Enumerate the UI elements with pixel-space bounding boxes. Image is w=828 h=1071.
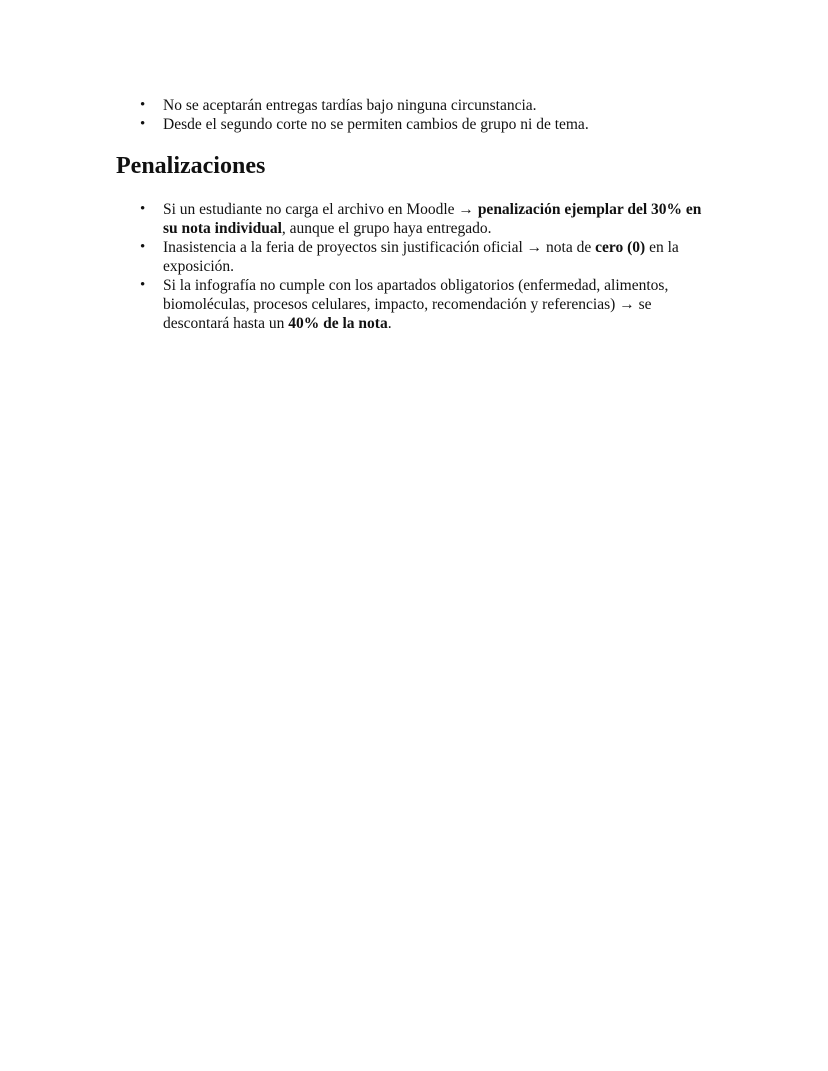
list-item: [136, 238, 716, 276]
penalties-list: [136, 200, 716, 333]
bullet-icon: •: [140, 239, 146, 255]
penalty-text: [163, 201, 701, 237]
list-item: [136, 115, 716, 134]
section-heading-penalizaciones: Penalizaciones: [116, 153, 266, 179]
penalty-text-bold: penalización ejemplar del 30% en su nota individual: [163, 201, 702, 237]
penalty-text-bold: cero (0): [595, 239, 646, 256]
penalty-text-plain: Si la infografía no cumple con los apartados obligatorios (enfermedad, alimentos, biomoléculas, procesos celulares, impacto, recomendación y referencias) → se descontará hasta un: [163, 277, 669, 332]
rule-text: No se aceptarán entregas tardías bajo ninguna circunstancia.: [163, 97, 537, 114]
penalty-text-plain: .: [387, 315, 392, 332]
bullet-icon: •: [140, 201, 146, 217]
bullet-icon: •: [140, 97, 146, 113]
penalty-text-plain: Inasistencia a la feria de proyectos sin justificación oficial → nota de: [163, 239, 596, 256]
list-item: [136, 96, 716, 115]
rule-text: Desde el segundo corte no se permiten cambios de grupo ni de tema.: [163, 116, 589, 133]
penalty-text: [163, 277, 668, 332]
list-item: [136, 200, 716, 238]
penalty-text-plain: Si un estudiante no carga el archivo en Moodle →: [163, 201, 478, 218]
penalty-text: [163, 239, 679, 275]
penalty-text-plain: en la exposición.: [163, 239, 679, 275]
rules-list: [136, 96, 716, 134]
penalty-text-plain: , aunque el grupo haya entregado.: [281, 220, 492, 237]
bullet-icon: •: [140, 277, 146, 293]
bullet-icon: •: [140, 116, 146, 132]
list-item: [136, 276, 716, 333]
penalty-text-bold: 40% de la nota: [288, 315, 388, 332]
